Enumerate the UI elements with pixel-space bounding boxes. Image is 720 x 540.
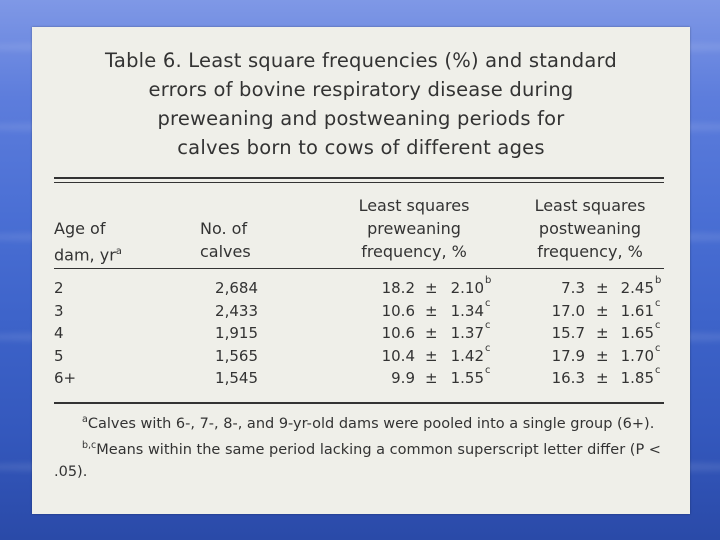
cell-post-sup: c bbox=[655, 365, 661, 377]
cell-pre-mean: 18.2 bbox=[381, 279, 415, 297]
table-image-card bbox=[32, 27, 690, 514]
cell-post-se: 1.61 bbox=[620, 301, 654, 320]
table-title bbox=[32, 46, 690, 162]
cell-age: 5 bbox=[54, 346, 64, 365]
cell-calves: 1,565 bbox=[215, 346, 258, 365]
cell-post-mean: 16.3 bbox=[551, 369, 585, 388]
title-line: errors of bovine respiratory disease during bbox=[148, 78, 574, 101]
header-no-of-calves: No. of calves bbox=[200, 219, 251, 261]
title-line: preweaning and postweaning periods for bbox=[157, 107, 565, 130]
plus-minus: ± bbox=[425, 301, 438, 320]
table-top-rule-thin bbox=[54, 182, 664, 183]
cell-calves: 2,433 bbox=[215, 301, 258, 320]
table-row bbox=[32, 320, 690, 347]
cell-post-sup: c bbox=[655, 342, 661, 354]
cell-pre-sup: c bbox=[485, 297, 491, 309]
cell-pre-sup: c bbox=[485, 365, 491, 377]
title-line: calves born to cows of different ages bbox=[177, 136, 545, 159]
plus-minus: ± bbox=[596, 369, 609, 388]
footnote-bc: $^{b,c}$Means within the same period lacking a common superscript letter differ (P < .05). bbox=[54, 439, 661, 480]
cell-pre-sup: c bbox=[485, 342, 491, 354]
cell-post-sup: c bbox=[655, 297, 661, 309]
table-row bbox=[32, 365, 690, 392]
cell-pre-se: 1.34 bbox=[450, 301, 484, 320]
plus-minus: ± bbox=[596, 324, 609, 343]
cell-pre-mean: 9.9 bbox=[391, 369, 415, 388]
table-row bbox=[32, 275, 690, 302]
plus-minus: ± bbox=[596, 301, 609, 320]
cell-post-mean: 15.7 bbox=[551, 324, 585, 343]
header-postweaning-frequency: Least squares postweaning frequency, % bbox=[534, 196, 646, 261]
header-preweaning-frequency: Least squares preweaning frequency, % bbox=[358, 196, 470, 261]
cell-pre-mean: 10.4 bbox=[381, 346, 415, 365]
table-row bbox=[32, 297, 690, 325]
cell-pre-se: 1.55 bbox=[450, 369, 484, 388]
cell-pre-se: 1.37 bbox=[450, 324, 484, 343]
cell-pre-mean: 10.6 bbox=[381, 324, 415, 343]
table-body bbox=[32, 275, 690, 392]
cell-pre-mean: 10.6 bbox=[381, 301, 415, 320]
cell-calves: 2,684 bbox=[215, 279, 258, 297]
plus-minus: ± bbox=[425, 346, 438, 365]
plus-minus: ± bbox=[425, 369, 438, 388]
cell-calves: 1,545 bbox=[215, 369, 258, 388]
cell-age: 6+ bbox=[54, 369, 77, 388]
cell-post-mean: 17.0 bbox=[551, 301, 585, 320]
cell-pre-se: 2.10 bbox=[450, 279, 484, 297]
cell-post-se: 1.65 bbox=[620, 324, 654, 343]
plus-minus: ± bbox=[596, 346, 609, 365]
cell-pre-sup: b bbox=[485, 275, 492, 286]
plus-minus: ± bbox=[425, 324, 438, 343]
plus-minus: ± bbox=[596, 279, 609, 297]
cell-post-mean: 7.3 bbox=[561, 279, 585, 297]
cell-pre-sup: c bbox=[485, 320, 491, 332]
table-bottom-rule bbox=[54, 402, 664, 404]
footnote-a: $^a$Calves with 6-, 7-, 8-, and 9-yr-old dams were pooled into a single group (6+). bbox=[82, 414, 655, 432]
cell-post-sup: c bbox=[655, 320, 661, 332]
header-age-of-dam: Age of dam, $yr^a$ bbox=[54, 219, 122, 265]
cell-post-se: 1.70 bbox=[620, 346, 654, 365]
cell-post-mean: 17.9 bbox=[551, 346, 585, 365]
cell-age: 4 bbox=[54, 324, 64, 343]
cell-post-se: 2.45 bbox=[620, 279, 654, 297]
cell-age: 2 bbox=[54, 279, 64, 297]
table-footnotes bbox=[54, 409, 669, 483]
cell-age: 3 bbox=[54, 301, 64, 320]
table-row bbox=[32, 342, 690, 370]
cell-calves: 1,915 bbox=[215, 324, 258, 343]
header-rule bbox=[54, 268, 664, 269]
plus-minus: ± bbox=[425, 279, 438, 297]
cell-pre-se: 1.42 bbox=[450, 346, 484, 365]
table-top-rule bbox=[54, 177, 664, 179]
title-line: Table 6. Least square frequencies (%) and standard bbox=[105, 49, 617, 72]
cell-post-sup: b bbox=[655, 275, 662, 286]
cell-post-se: 1.85 bbox=[620, 369, 654, 388]
